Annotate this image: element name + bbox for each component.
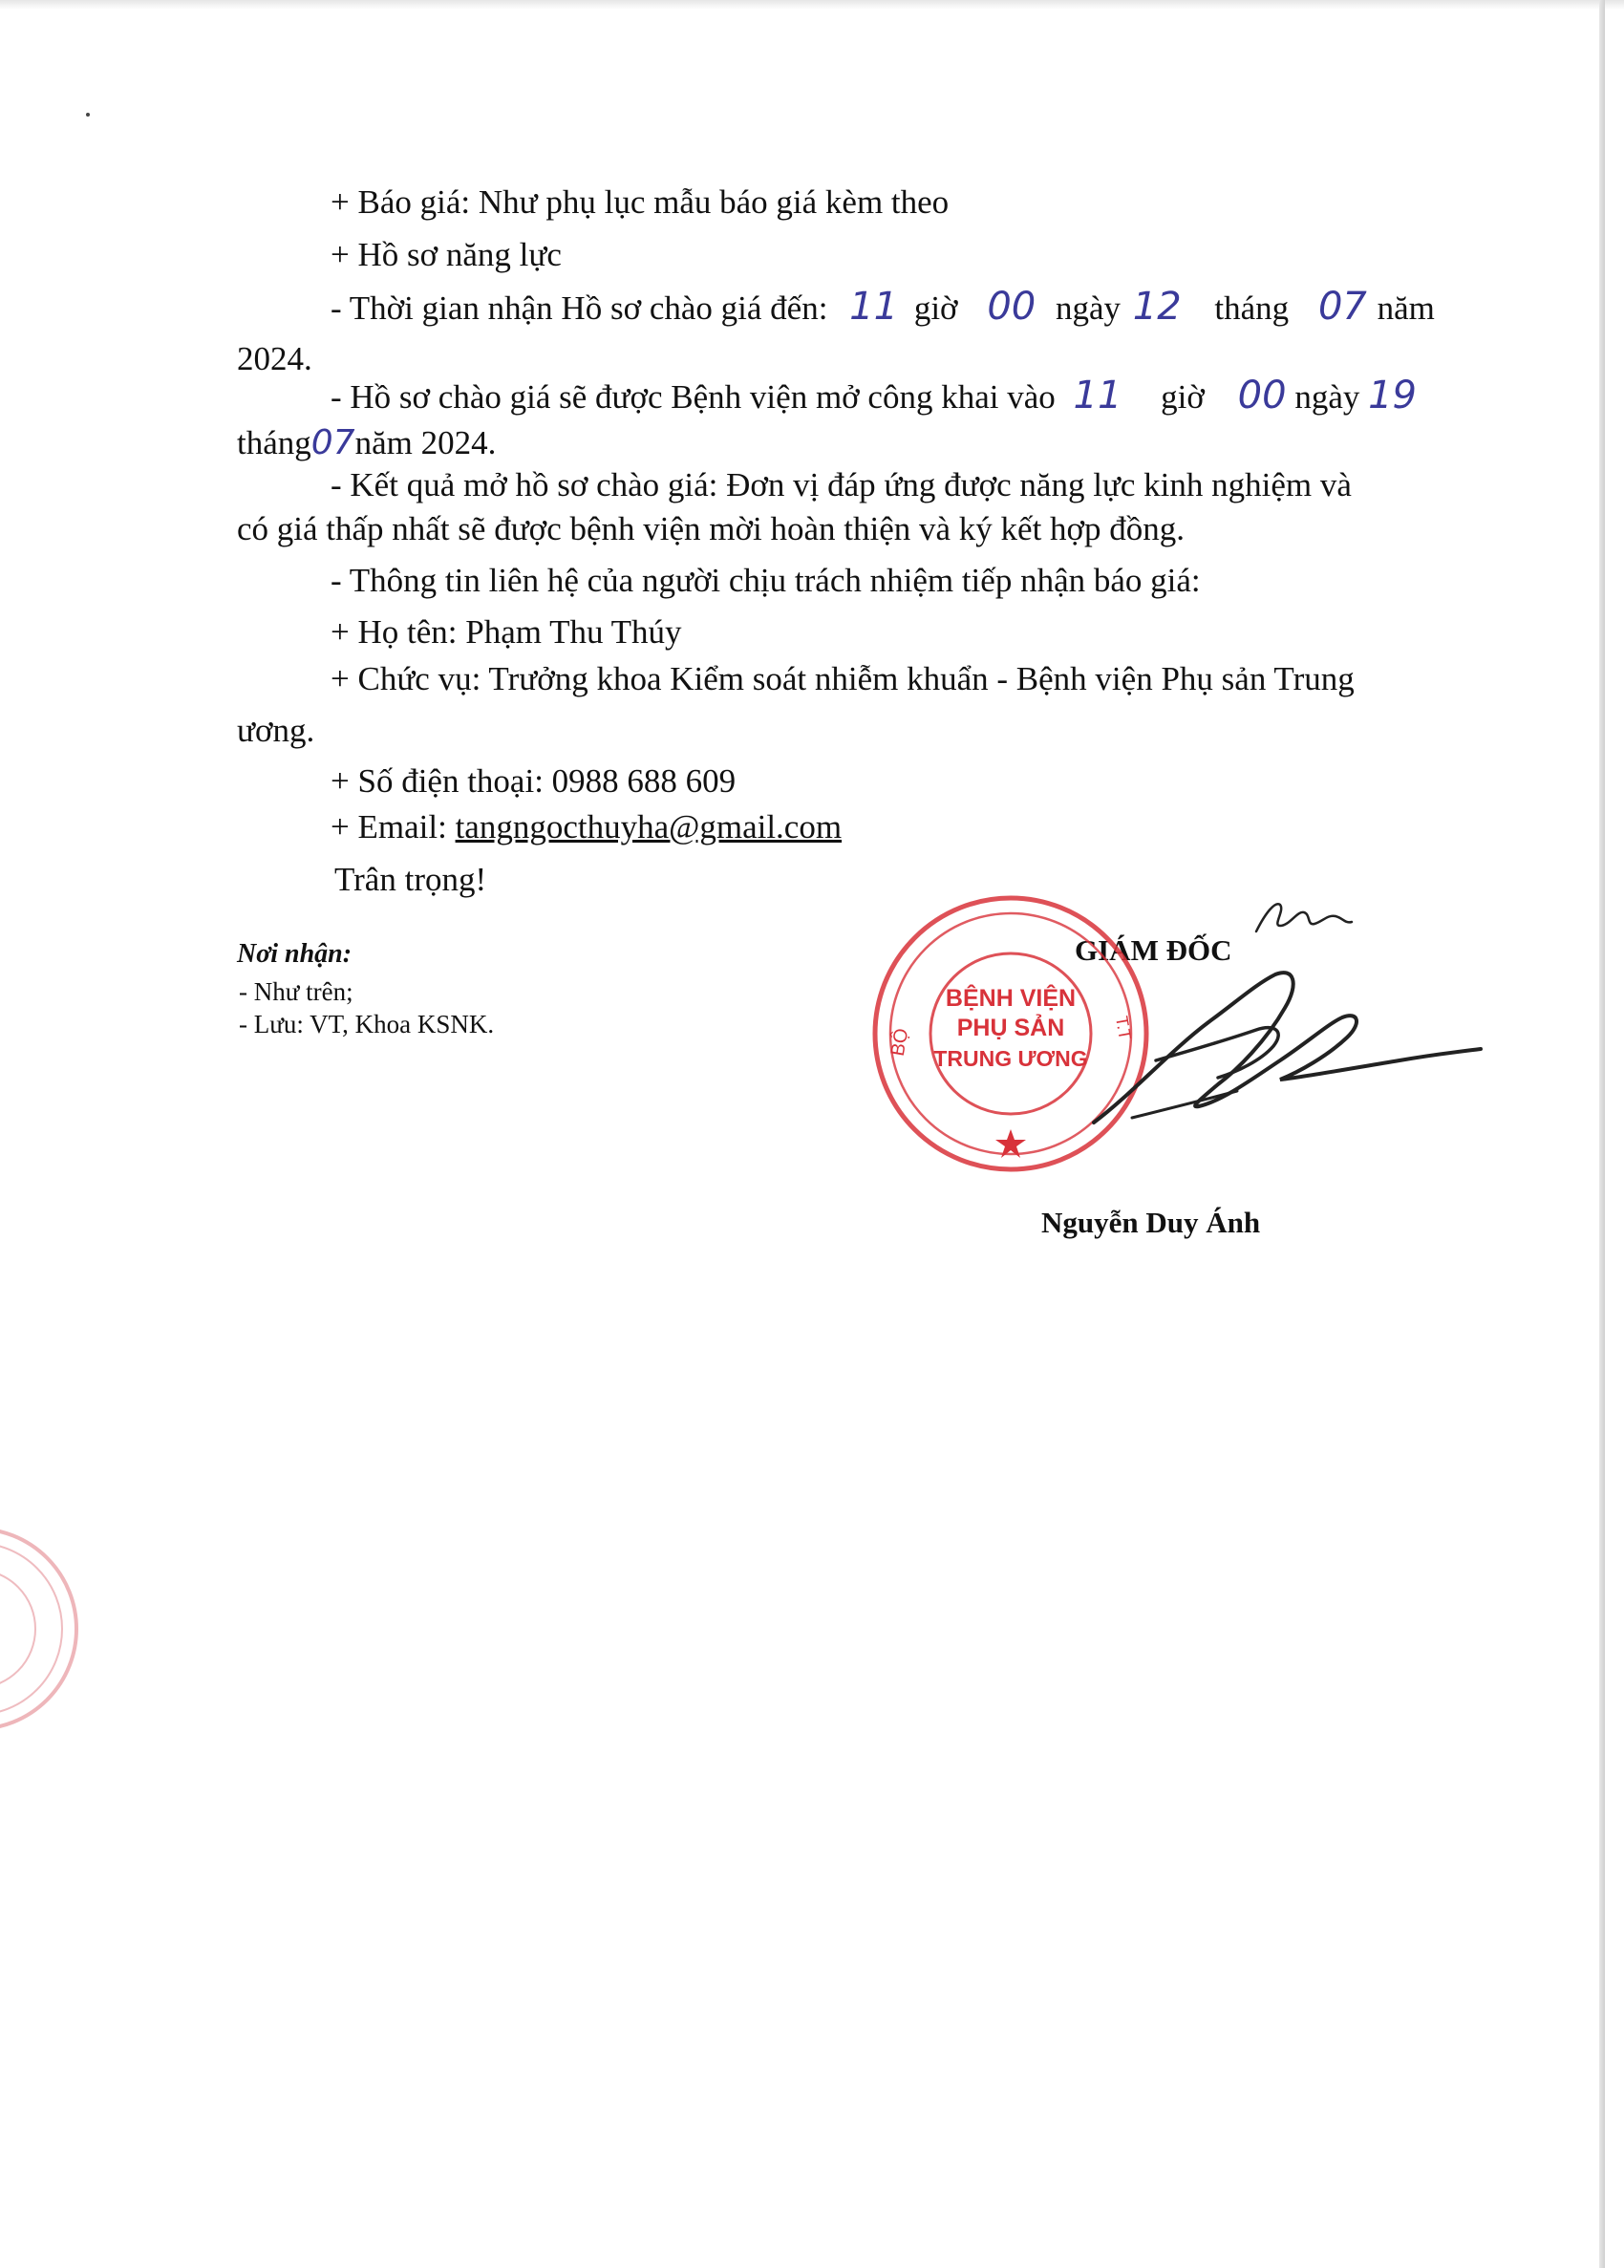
- opening-label: - Hồ sơ chào giá sẽ được Bệnh viện mở công khai vào: [331, 378, 1056, 416]
- line-result-2: có giá thấp nhất sẽ được bệnh viện mời hoàn thiện và ký kết hợp đồng.: [237, 510, 1186, 547]
- month-word: tháng: [1214, 289, 1290, 327]
- email-link[interactable]: tangngocthuyha@gmail.com: [455, 808, 843, 845]
- line-year: 2024.: [237, 340, 312, 377]
- deadline-label: - Thời gian nhận Hồ sơ chào giá đến:: [331, 289, 828, 327]
- stamp-line-3: TRUNG ƯƠNG: [933, 1046, 1088, 1071]
- stamp-line-2: PHỤ SẢN: [956, 1015, 1065, 1041]
- day-word: ngày: [1055, 289, 1122, 327]
- opening-month: 07: [310, 423, 355, 462]
- initials-signature: [1251, 893, 1357, 941]
- deadline-minute: 00: [987, 285, 1036, 329]
- email-label: + Email:: [331, 808, 447, 845]
- opening-day: 19: [1368, 374, 1418, 417]
- recipient-item-1: - Như trên;: [239, 977, 353, 1006]
- opening-day-word: ngày: [1294, 378, 1360, 416]
- scan-top-edge: [0, 0, 1624, 10]
- line-result-1: - Kết quả mở hồ sơ chào giá: Đơn vị đáp ứng được năng lực kinh nghiệm và: [331, 466, 1352, 503]
- opening-year: năm 2024.: [354, 424, 497, 461]
- line-regards: Trân trọng!: [334, 861, 487, 898]
- stamp-right-text: T.T: [1111, 1014, 1135, 1042]
- stamp-left-text: BỘ: [887, 1026, 913, 1059]
- opening-hour-word: giờ: [1161, 378, 1205, 416]
- scan-right-edge: [1599, 0, 1605, 2268]
- opening-minute: 00: [1237, 374, 1287, 417]
- deadline-month: 07: [1317, 285, 1367, 329]
- recipients-title: Nơi nhận:: [237, 939, 353, 969]
- line-deadline: [331, 287, 1435, 329]
- partial-stamp-left: [0, 1519, 86, 1739]
- line-contact-position-cont: ương.: [237, 712, 315, 749]
- deadline-day: 12: [1132, 285, 1182, 329]
- line-contact-email: [331, 807, 842, 847]
- scan-speck: [86, 113, 90, 117]
- recipient-item-2: - Lưu: VT, Khoa KSNK.: [239, 1010, 495, 1038]
- opening-month-word: tháng: [237, 424, 311, 461]
- line-opening-month: [237, 423, 496, 463]
- signer-position: GIÁM ĐỐC: [1075, 933, 1232, 967]
- year-word: năm: [1377, 289, 1435, 327]
- line-contact-name: + Họ tên: Phạm Thu Thúy: [331, 613, 682, 651]
- line-contact-intro: - Thông tin liên hệ của người chịu trách nhiệm tiếp nhận báo giá:: [331, 562, 1201, 599]
- hour-word: giờ: [913, 289, 958, 327]
- opening-hour: 11: [1073, 374, 1122, 417]
- line-quote: + Báo giá: Như phụ lục mẫu báo giá kèm theo: [331, 183, 950, 221]
- line-opening: [331, 375, 1417, 417]
- line-capability: + Hồ sơ năng lực: [331, 236, 562, 273]
- signer-name: Nguyễn Duy Ánh: [1041, 1206, 1261, 1239]
- director-signature: [1056, 917, 1495, 1146]
- deadline-hour: 11: [849, 285, 899, 329]
- line-contact-phone: + Số điện thoại: 0988 688 609: [331, 762, 737, 800]
- stamp-line-1: BỆNH VIỆN: [945, 985, 1077, 1012]
- line-contact-position: + Chức vụ: Trưởng khoa Kiểm soát nhiễm khuẩn - Bệnh viện Phụ sản Trung: [331, 660, 1355, 697]
